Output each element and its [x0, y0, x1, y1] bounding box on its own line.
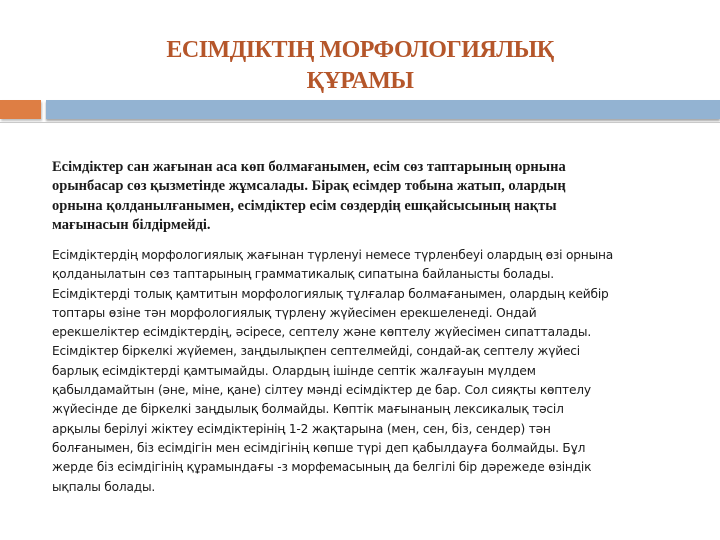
paragraph-intro-line: мағынасын білдірмейді.	[52, 216, 211, 233]
paragraph-body-line: Есімдіктер біркелкі жүйемен, заңдылықпен септелмейді, сондай-ақ септелу жүйесі	[52, 344, 580, 359]
accent-bar-blue	[46, 100, 720, 119]
paragraph-body-line: болғанымен, біз есімдігін мен есімдігінің көпше түрі деп қабылдауға болмайды. Бұл	[52, 440, 586, 455]
slide-title	[100, 35, 620, 97]
paragraph-body-line: топтары өзіне тән морфологиялық түрлену жүйесімен ерекшеленеді. Ондай	[52, 305, 537, 320]
paragraph-body-line: жерде біз есімдігінің құрамындағы -з морфемасының да белгілі бір дәрежеде өзіндік	[52, 460, 592, 475]
paragraph-intro	[52, 158, 652, 235]
slide-title-line-1: ЕСІМДІКТІҢ МОРФОЛОГИЯЛЫҚ	[166, 37, 554, 63]
paragraph-intro-line: орынбасар сөз қызметінде жұмсалады. Бірақ есімдер тобына жатып, олардың	[52, 178, 566, 195]
paragraph-body-line: ықпалы болады.	[52, 479, 156, 494]
paragraph-body-line: жүйесінде де біркелкі заңдылық болмайды. Көптік мағынаның лексикалық тәсіл	[52, 402, 564, 417]
paragraph-body-line: ерекшеліктер есімдіктердің, әсіресе, септелу және көптелу жүйесімен сипатталады.	[52, 325, 592, 340]
paragraph-body-line: Есімдіктердің морфологиялық жағынан түрленуі немесе түрленбеуі олардың өзі орнына	[52, 248, 614, 262]
paragraph-intro-line: Есімдіктер сан жағынан аса көп болмағанымен, есім сөз таптарының орнына	[52, 159, 566, 175]
paragraph-body-line: арқылы берілуі жіктеу есімдіктерінің 1-2 жақтарына (мен, сен, біз, сендер) тән	[52, 421, 551, 436]
divider-line	[0, 122, 720, 123]
paragraph-body-line: қабылдамайтын (әне, міне, қане) сілтеу мәнді есімдіктер де бар. Сол сияқты көптелу	[52, 383, 591, 398]
paragraph-body	[52, 246, 692, 497]
slide-title-line-2: ҚҰРАМЫ	[306, 68, 414, 94]
paragraph-body-line: барлық есімдіктерді қамтымайды. Олардың ішінде септік жалғауын мүлдем	[52, 363, 536, 378]
paragraph-body-line: Есімдіктерді толық қамтитын морфологиялық тұлғалар болмағанымен, олардың кейбір	[52, 286, 609, 301]
paragraph-intro-line: орнына қолданылғанымен, есімдіктер есім сөздердің ешқайсысының нақты	[52, 197, 557, 214]
paragraph-body-line: қолданылатын сөз таптарының грамматикалық сипатына байланысты болады.	[52, 267, 554, 282]
accent-block-orange	[0, 100, 41, 119]
